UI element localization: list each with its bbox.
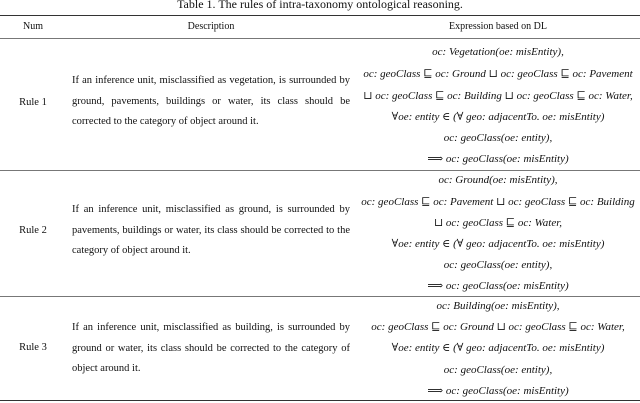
table-bottom-rule (0, 400, 640, 401)
table-top-rule (0, 15, 640, 16)
rule-1-expr-line: oc: geoClass(oe: entity), (443, 132, 553, 144)
rule-3-expr-line: oc: geoClass ⊑ oc: Ground ⊔ oc: geoClass ⊑ oc: Water, (371, 321, 625, 333)
row-divider (0, 296, 640, 297)
rule-3-expr-line: ⟹ oc: geoClass(oe: misEntity) (427, 385, 569, 397)
rule-2-expr-line: oc: geoClass(oe: entity), (443, 259, 553, 271)
rule-2-expr-line: oc: geoClass ⊑ oc: Pavement ⊔ oc: geoClass ⊑ oc: Building (361, 196, 635, 208)
rule-2-description: If an inference unit, misclassified as ground, is surrounded by pavements, buildings or water, its class should be corrected to the category of object around it. (72, 204, 350, 256)
rule-2-expr-line: oc: Ground(oe: misEntity), (438, 174, 558, 186)
rule-1-expr-line: ∀oe: entity ∈ (∀ geo: adjacentTo. oe: misEntity) (391, 111, 605, 123)
rule-2-expr-line: ∀oe: entity ∈ (∀ geo: adjacentTo. oe: misEntity) (391, 238, 605, 250)
rule-1-expr-line: ⟹ oc: geoClass(oe: misEntity) (427, 153, 569, 165)
rule-3-expr-line: oc: geoClass(oe: entity), (443, 364, 553, 376)
rule-1-num: Rule 1 (19, 97, 47, 108)
rule-2-expr-line: ⊔ oc: geoClass ⊑ oc: Water, (433, 217, 563, 229)
header-num: Num (23, 21, 43, 32)
rule-1-expr-line: oc: geoClass ⊑ oc: Ground ⊔ oc: geoClass ⊑ oc: Pavement (363, 68, 633, 80)
rule-3-num: Rule 3 (19, 342, 47, 353)
header-expression: Expression based on DL (448, 21, 548, 32)
header-description: Description (187, 21, 235, 32)
rule-3-expr-line: ∀oe: entity ∈ (∀ geo: adjacentTo. oe: misEntity) (391, 342, 605, 354)
rule-2-expr-line: ⟹ oc: geoClass(oe: misEntity) (427, 280, 569, 292)
rule-3-expr-line: oc: Building(oe: misEntity), (436, 300, 560, 312)
row-divider (0, 170, 640, 171)
rule-1-expr-line: oc: Vegetation(oe: misEntity), (432, 46, 564, 58)
header-rule (0, 38, 640, 39)
rule-1-expr-line: ⊔ oc: geoClass ⊑ oc: Building ⊔ oc: geoClass ⊑ oc: Water, (363, 90, 633, 102)
table-caption: Table 1. The rules of intra-taxonomy ontological reasoning. (177, 0, 463, 11)
rule-3-description: If an inference unit, misclassified as building, is surrounded by ground or water, its class should be corrected to the category of object around it. (72, 322, 350, 374)
rule-1-description: If an inference unit, misclassified as vegetation, is surrounded by ground, pavements, buildings or water, its class should be corrected to the category of object around it. (72, 75, 350, 127)
rule-2-num: Rule 2 (19, 225, 47, 236)
